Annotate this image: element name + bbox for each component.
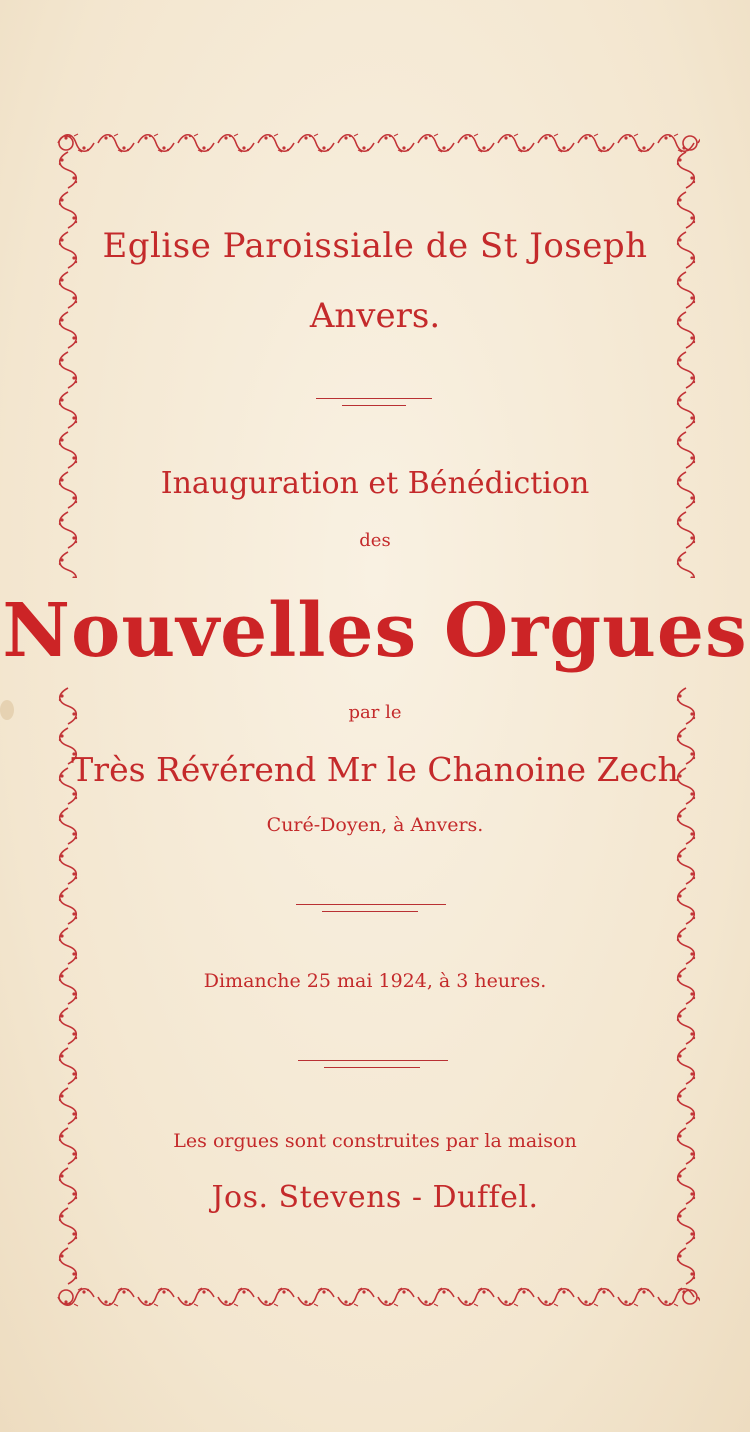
ornamental-border-bottom <box>56 1284 700 1310</box>
ornamental-border-right-upper <box>672 150 700 578</box>
ornamental-border-top <box>56 130 700 156</box>
builder-intro: Les orgues sont construites par la maison <box>173 1130 577 1152</box>
connector-des: des <box>359 530 391 551</box>
officiant-position: Curé-Doyen, à Anvers. <box>266 814 484 836</box>
connector-par-le: par le <box>348 702 402 723</box>
city-name: Anvers. <box>309 296 441 336</box>
divider-rule <box>298 1060 448 1061</box>
divider-rule <box>296 904 446 905</box>
paper-stain <box>0 700 14 720</box>
divider-rule <box>316 398 432 399</box>
event-date: Dimanche 25 mai 1924, à 3 heures. <box>203 970 547 992</box>
divider-rule <box>322 911 418 912</box>
inauguration-heading: Inauguration et Bénédiction <box>160 466 590 501</box>
officiant-name: Très Révérend Mr le Chanoine Zech <box>71 750 679 789</box>
builder-name: Jos. Stevens - Duffel. <box>211 1180 539 1215</box>
main-title: Nouvelles Orgues <box>2 588 748 674</box>
divider-rule <box>342 405 406 406</box>
church-name: Eglise Paroissiale de St Joseph <box>102 226 648 266</box>
divider-rule <box>324 1067 420 1068</box>
ornamental-border-left-upper <box>54 150 82 578</box>
